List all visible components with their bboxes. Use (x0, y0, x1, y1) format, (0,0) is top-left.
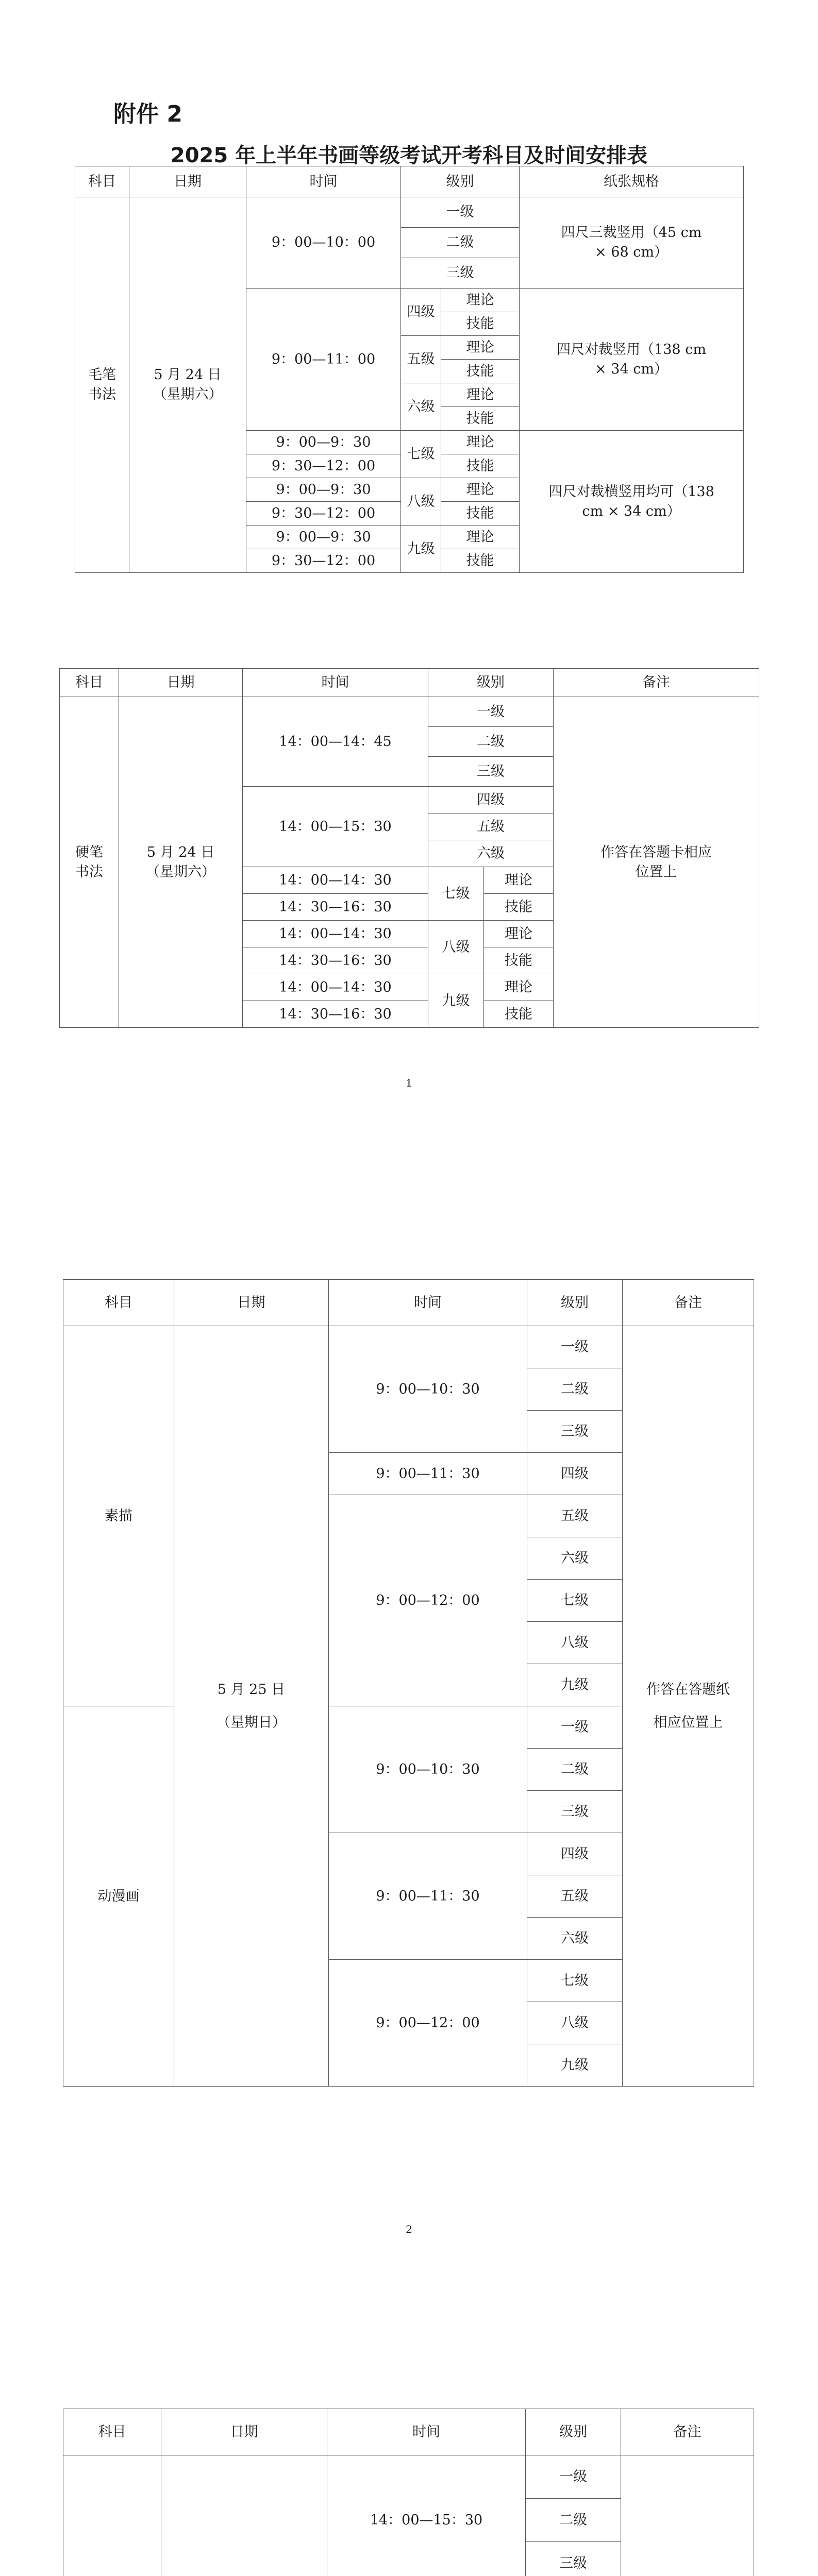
level-cell: 一级 (527, 1706, 623, 1749)
time-cell: 9：00—11：30 (329, 1453, 527, 1495)
level-cell: 八级 (527, 2002, 623, 2044)
part-cell: 技能 (441, 549, 520, 573)
part-cell: 理论 (441, 336, 520, 360)
time-cell: 14：00—14：30 (243, 921, 428, 947)
level-cell: 一级 (527, 1326, 623, 1368)
level-cell: 二级 (428, 727, 554, 757)
part-cell: 技能 (484, 947, 554, 974)
header-subject: 科目 (63, 2409, 161, 2455)
time-cell: 9：30—12：00 (246, 549, 401, 573)
level-cell: 九级 (428, 974, 484, 1028)
level-cell: 三级 (526, 2542, 621, 2576)
part-cell: 理论 (441, 383, 520, 407)
part-cell: 技能 (441, 407, 520, 431)
header-remark: 备注 (621, 2409, 754, 2455)
part-cell: 技能 (441, 502, 520, 526)
remark-cell: 作答在答题纸相应位置上 (623, 1326, 754, 2087)
header-level: 级别 (401, 166, 520, 197)
header-date: 日期 (174, 1280, 329, 1326)
header-time: 时间 (243, 669, 428, 697)
time-cell: 14：00—14：30 (243, 867, 428, 894)
calligraphy-brush-table (75, 166, 744, 573)
level-cell: 四级 (527, 1453, 623, 1495)
header-level: 级别 (526, 2409, 621, 2455)
level-cell: 八级 (401, 478, 441, 526)
part-cell: 技能 (441, 312, 520, 336)
remark-cell: 作答在答题卡相应位置上 (554, 697, 759, 1028)
level-cell: 六级 (527, 1918, 623, 1960)
header-level: 级别 (527, 1280, 623, 1326)
time-cell: 9：00—11：30 (329, 1833, 527, 1960)
header-subject: 科目 (60, 669, 119, 697)
level-cell: 九级 (527, 1664, 623, 1706)
header-subject: 科目 (63, 1280, 174, 1326)
time-cell: 9：00—12：00 (329, 1960, 527, 2087)
level-cell: 四级 (527, 1833, 623, 1875)
part-cell: 理论 (484, 867, 554, 894)
level-cell: 八级 (428, 921, 484, 974)
time-cell: 14：30—16：30 (243, 1001, 428, 1028)
sketch-anime-table (63, 1279, 754, 2087)
level-cell: 一级 (401, 197, 520, 228)
time-cell: 9：00—12：00 (329, 1495, 527, 1706)
level-cell: 六级 (401, 383, 441, 431)
color-table (63, 2409, 754, 2576)
header-level: 级别 (428, 669, 554, 697)
time-cell: 9：30—12：00 (246, 502, 401, 526)
time-cell: 9：00—10：00 (246, 197, 401, 289)
time-cell: 9：00—11：00 (246, 289, 401, 431)
level-cell: 九级 (527, 2044, 623, 2087)
level-cell: 四级 (401, 289, 441, 336)
paper-cell: 四尺三裁竖用（45 cm × 68 cm） (520, 197, 744, 289)
level-cell: 二级 (527, 1749, 623, 1791)
header-date: 日期 (129, 166, 246, 197)
header-date: 日期 (161, 2409, 327, 2455)
time-cell: 9：00—9：30 (246, 526, 401, 549)
part-cell: 理论 (484, 974, 554, 1001)
date-cell: 5 月 24 日（星期六） (119, 697, 243, 1028)
time-cell: 9：30—12：00 (246, 454, 401, 478)
level-cell: 五级 (527, 1495, 623, 1537)
level-cell: 三级 (428, 757, 554, 787)
level-cell: 五级 (527, 1875, 623, 1918)
level-cell: 三级 (401, 258, 520, 289)
part-cell: 理论 (484, 921, 554, 947)
time-cell: 14：00—14：30 (243, 974, 428, 1001)
time-cell: 9：00—10：30 (329, 1326, 527, 1453)
level-cell: 一级 (526, 2455, 621, 2499)
calligraphy-pen-table (59, 668, 759, 1028)
level-cell: 六级 (428, 840, 554, 867)
time-cell: 14：30—16：30 (243, 947, 428, 974)
level-cell: 六级 (527, 1537, 623, 1580)
level-cell: 七级 (401, 431, 441, 478)
part-cell: 技能 (441, 360, 520, 383)
time-cell: 14：00—14：45 (243, 697, 428, 787)
paper-cell: 四尺对裁竖用（138 cm × 34 cm） (520, 289, 744, 431)
part-cell: 技能 (484, 894, 554, 921)
level-cell: 三级 (527, 1411, 623, 1453)
level-cell: 三级 (527, 1791, 623, 1833)
page-title: 2025 年上半年书画等级考试开考科目及时间安排表 (170, 144, 648, 167)
header-paper: 纸张规格 (520, 166, 744, 197)
header-remark: 备注 (554, 669, 759, 697)
level-cell: 五级 (428, 814, 554, 840)
subject-cell: 素描 (63, 1326, 174, 1706)
paper-cell: 四尺对裁横竖用均可（138 cm × 34 cm） (520, 431, 744, 573)
level-cell: 七级 (527, 1580, 623, 1622)
header-date: 日期 (119, 669, 243, 697)
time-cell: 14：30—16：30 (243, 894, 428, 921)
level-cell: 五级 (401, 336, 441, 383)
part-cell: 理论 (441, 526, 520, 549)
header-time: 时间 (246, 166, 401, 197)
remark-cell (621, 2455, 754, 2576)
time-cell: 14：00—15：30 (243, 787, 428, 867)
date-cell (161, 2455, 327, 2576)
level-cell: 一级 (428, 697, 554, 727)
date-cell: 5 月 24 日（星期六） (129, 197, 246, 573)
time-cell: 9：00—9：30 (246, 431, 401, 454)
time-cell: 14：00—15：30 (327, 2455, 526, 2576)
level-cell: 二级 (526, 2499, 621, 2542)
subject-cell: 动漫画 (63, 1706, 174, 2087)
header-time: 时间 (329, 1280, 527, 1326)
level-cell: 八级 (527, 1622, 623, 1664)
page-number: 1 (406, 1077, 412, 1089)
level-cell: 九级 (401, 526, 441, 573)
attachment-label: 附件 2 (113, 101, 182, 127)
subject-cell (63, 2455, 161, 2576)
header-subject: 科目 (75, 166, 129, 197)
part-cell: 理论 (441, 289, 520, 312)
level-cell: 二级 (401, 228, 520, 258)
subject-cell: 毛笔书法 (75, 197, 129, 573)
time-cell: 9：00—10：30 (329, 1706, 527, 1833)
level-cell: 二级 (527, 1368, 623, 1411)
part-cell: 理论 (441, 431, 520, 454)
page-number: 2 (406, 2223, 412, 2235)
header-remark: 备注 (623, 1280, 754, 1326)
part-cell: 技能 (441, 454, 520, 478)
time-cell: 9：00—9：30 (246, 478, 401, 502)
part-cell: 技能 (484, 1001, 554, 1028)
subject-cell: 硬笔书法 (60, 697, 119, 1028)
part-cell: 理论 (441, 478, 520, 502)
level-cell: 七级 (428, 867, 484, 921)
date-cell: 5 月 25 日（星期日） (174, 1326, 329, 2087)
header-time: 时间 (327, 2409, 526, 2455)
level-cell: 七级 (527, 1960, 623, 2002)
level-cell: 四级 (428, 787, 554, 814)
